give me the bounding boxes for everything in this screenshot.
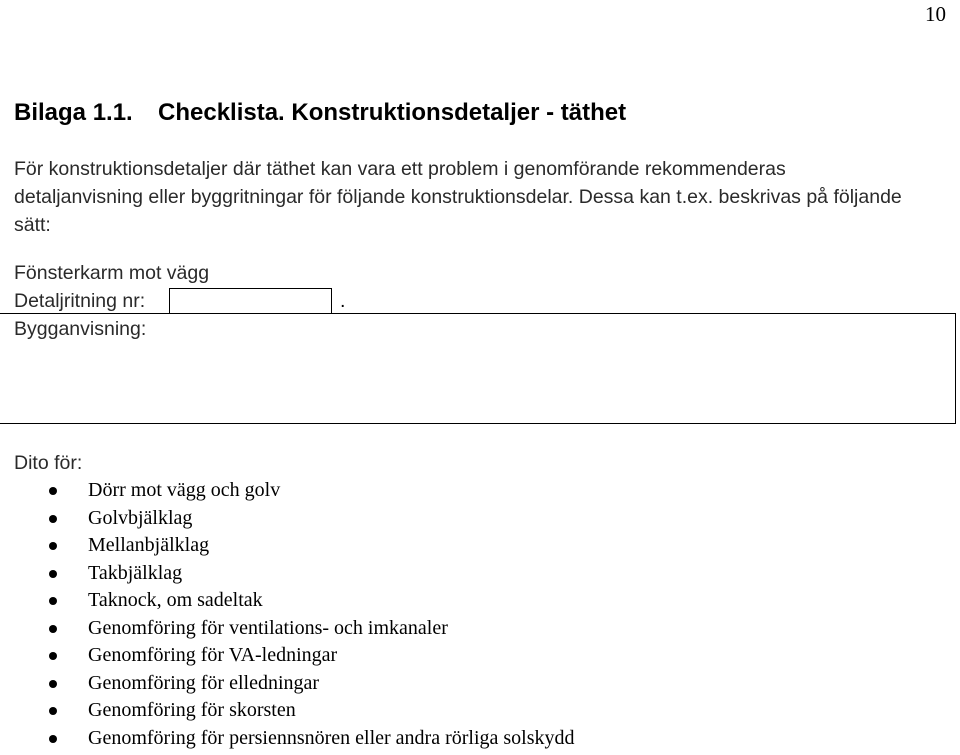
list-item-text: Genomföring för persiennsnören eller andra rörliga solskydd	[88, 726, 575, 749]
list-item	[0, 532, 575, 560]
bullet-icon	[49, 680, 57, 688]
list-item	[0, 615, 575, 643]
list-item-text: Genomföring för ventilations- och imkanaler	[88, 616, 448, 639]
bullet-icon	[49, 487, 57, 495]
list-item	[0, 587, 575, 615]
list-item-text: Genomföring för VA-ledningar	[88, 644, 338, 666]
bullet-icon	[49, 735, 57, 743]
page-number: 10	[925, 2, 946, 26]
list-item	[0, 697, 575, 725]
list-item	[0, 505, 575, 533]
list-item	[0, 725, 575, 753]
list-item-text: Genomföring för skorsten	[88, 699, 296, 721]
page-title	[14, 98, 626, 128]
list-item	[0, 670, 575, 698]
bullet-icon	[49, 570, 57, 578]
list-item-text: Genomföring för elledningar	[88, 671, 320, 694]
drawing-number-label: Detaljritning nr:	[14, 290, 146, 312]
construction-detail-list	[0, 477, 575, 752]
intro-paragraph: För konstruktionsdetaljer där täthet kan vara ett problem i genomförande rekommenderas detaljanvisning eller byggritningar för följande konstruktionsdelar. Dessa kan t.ex. beskrivas på följande sätt:	[14, 158, 902, 236]
bullet-icon	[49, 542, 57, 550]
list-item-text: Takbjälklag	[88, 561, 183, 584]
dito-label: Dito för:	[14, 452, 83, 474]
list-item-text: Golvbjälklag	[88, 506, 193, 529]
list-item	[0, 642, 575, 670]
section-title: Fönsterkarm mot vägg	[14, 262, 210, 284]
bullet-icon	[49, 652, 57, 660]
bullet-icon	[49, 515, 57, 523]
drawing-number-period: .	[340, 290, 346, 312]
list-item	[0, 560, 575, 588]
list-item-text: Taknock, om sadeltak	[88, 589, 263, 611]
instruction-label: Bygganvisning:	[14, 318, 147, 340]
appendix-title: Checklista. Konstruktionsdetaljer - täthet	[158, 99, 627, 126]
list-item-text: Mellanbjälklag	[88, 534, 210, 556]
bullet-icon	[49, 625, 57, 633]
appendix-number: Bilaga 1.1.	[14, 99, 133, 126]
drawing-number-field[interactable]	[169, 288, 332, 313]
list-item-text: Dörr mot vägg och golv	[88, 479, 281, 501]
bullet-icon	[49, 597, 57, 605]
bullet-icon	[49, 707, 57, 715]
list-item	[0, 477, 575, 505]
